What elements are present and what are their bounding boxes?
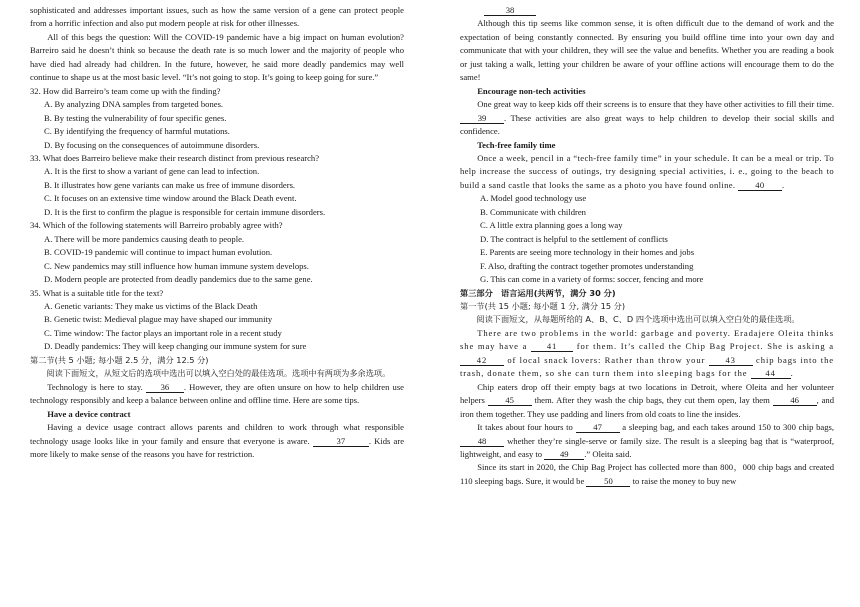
option-g: G. This can come in a variety of forms: soccer, fencing and more <box>480 274 704 285</box>
blank-43[interactable]: 43 <box>709 355 753 366</box>
blank-40[interactable]: 40 <box>738 180 782 191</box>
option-35a: A. Genetic variants: They make us victims of the Black Death <box>44 300 258 311</box>
section-2-title: 第二节(共 5 小题; 每小题 2.5 分，满分 12.5 分) <box>30 354 209 365</box>
blank-49[interactable]: 49 <box>544 449 584 460</box>
blank-38-line <box>460 4 834 17</box>
blank-41[interactable]: 41 <box>531 341 573 352</box>
subheading: Have a device contract <box>47 408 131 419</box>
passage-paragraph <box>30 421 404 461</box>
option-b: B. Communicate with children <box>480 206 586 217</box>
option-35d: D. Deadly pandemics: They will keep changing our immune system for sure <box>44 341 307 352</box>
question-34: 34. Which of the following statements will Barreiro probably agree with? <box>30 220 283 231</box>
passage-paragraph: All of this begs the question: Will the COVID-19 pandemic have a big impact on human evolution? Barreiro said he doesn’t think so because the death rate is so much lower and the majority of people who have died had already had children. In the future, however, he said more deadly pandemics may well continue to shape us at the most basic level. “It’s not going to stop. It’s going to keep going for sure.” <box>30 31 404 83</box>
passage-paragraph: Although this tip seems like common sense, it is often difficult due to the demand of work and the expectation of being constantly connected. By ensuring you build offline time into your own day and communicate that with your children, they will see the value and benefits. Whether you are reading a book or just taking a walk, letting your children be aware of your offline actions will encourage them to do the same! <box>460 18 834 83</box>
passage-paragraph <box>460 152 834 192</box>
blank-48[interactable]: 48 <box>460 436 504 447</box>
option-32c: C. By identifying the frequency of harmful mutations. <box>44 126 230 137</box>
question-35: 35. What is a suitable title for the text? <box>30 287 164 298</box>
passage-text: Technology is here to stay. <box>47 381 143 392</box>
part-3-title: 第三部分 语言运用(共两节，满分 30 分) <box>460 287 616 298</box>
option-33a: A. It is the first to show a variant of gene can lead to infection. <box>44 166 260 177</box>
passage-text: Once a week, pencil in a “tech-free family time” in your schedule. It can be a meal or trip. To help increase the success of outings, try designing special activities, i. e., going to the beach to build a sand castle that looks the same as a photo you have found online. <box>460 152 834 190</box>
blank-50[interactable]: 50 <box>586 476 630 487</box>
passage-text: for them. It’s called the Chip Bag Project. She is asking a <box>576 341 834 352</box>
passage-text: of local snack lovers: Rather than throw your <box>507 354 706 365</box>
passage-text: Since its start in 2020, the Chip Bag Project has collected more than 800，000 chip bags and created 110 sleeping bags. Sure, it would be <box>460 462 834 486</box>
option-33c: C. It focuses on an extensive time window around the Black Death event. <box>44 193 297 204</box>
section-1-instructions: 阅读下面短文，从每题所给的 A、B、C、D 四个选项中选出可以填入空白处的最佳选项。 <box>476 314 800 325</box>
option-a: A. Model good technology use <box>480 193 587 204</box>
passage-paragraph: sophisticated and addresses important issues, such as how the same version of a gene can protect people from a horrific infection and also put modern people at risk for other illnesses. <box>30 5 404 29</box>
passage-text: to raise the money to buy new <box>632 475 737 486</box>
left-column <box>30 4 404 461</box>
option-34a: A. There will be more pandemics causing death to people. <box>44 233 245 244</box>
blank-44[interactable]: 44 <box>751 368 791 379</box>
passage-text: There are two problems in the world: garbage and poverty. Eradajere Oleita thinks she may have a <box>460 327 834 352</box>
passage-text: One great way to keep kids off their screens is to ensure that they have other activities to fill their time. <box>477 99 834 110</box>
option-34d: D. Modern people are protected from deadly pandemics due to the same gene. <box>44 274 313 285</box>
passage-text: a sleeping bag, and each takes around 150 to 300 chip bags, <box>622 422 834 433</box>
option-34c: C. New pandemics may still influence how human immune system develops. <box>44 260 309 271</box>
blank-42[interactable]: 42 <box>460 355 504 366</box>
option-e: E. Parents are seeing more technology in their homes and jobs <box>480 247 695 258</box>
passage-text: whether they’re single-serve or family size. The result is a sleeping bag that is “waterproof, lightweight, and easy to <box>460 435 834 459</box>
passage-paragraph <box>460 381 834 421</box>
passage-text: Chip eaters drop off their empty bags at two locations in Detroit, where Oleita and her volunteer helpers <box>460 381 834 406</box>
passage-text: It takes about four hours to <box>477 422 573 433</box>
passage-text: . <box>781 179 785 190</box>
option-34b: B. COVID-19 pandemic will continue to impact human evolution. <box>44 247 273 258</box>
passage-paragraph <box>30 381 404 408</box>
blank-39[interactable]: 39 <box>460 113 504 124</box>
blank-36[interactable]: 36 <box>146 382 184 393</box>
section-2-instructions: 阅读下面短文，从短文后的选项中选出可以填入空白处的最佳选项。选项中有两项为多余选项。 <box>46 368 391 379</box>
passage-paragraph <box>460 98 834 138</box>
section-1-title: 第一节(共 15 小题; 每小题 1 分, 满分 15 分) <box>460 300 626 311</box>
subheading: Encourage non-tech activities <box>477 85 586 96</box>
passage-text: Having a device usage contract allows parents and children to work through what responsible technology usage looks like in your family and ensure that everyone is aware. <box>30 422 404 446</box>
option-32a: A. By analyzing DNA samples from targeted bones. <box>44 99 224 110</box>
passage-text: . These activities are also great ways to help children to develop their social skills and confidence. <box>460 112 834 137</box>
question-32: 32. How did Barreiro’s team come up with the finding? <box>30 85 221 96</box>
blank-46[interactable]: 46 <box>773 395 817 406</box>
option-32b: B. By testing the vulnerability of four specific genes. <box>44 112 227 123</box>
passage-text: them. After they wash the chip bags, they cut them open, lay them <box>534 395 770 406</box>
passage-paragraph <box>460 327 834 381</box>
passage-text: . <box>790 368 794 379</box>
option-35b: B. Genetic twist: Medieval plague may have shaped our immunity <box>44 314 273 325</box>
passage-text: .” Oleita said. <box>584 448 632 459</box>
passage-text: . However, they are often unsure on how to help children use technology responsibly and keep a balance between online and offline time. Here are some tips. <box>30 381 404 406</box>
question-33: 33. What does Barreiro believe make their research distinct from previous research? <box>30 152 320 163</box>
passage-text: chip bags into the trash, donate them, so she can turn them into sleeping bags for the <box>460 354 835 379</box>
option-33b: B. It illustrates how gene variants can make us free of immune disorders. <box>44 179 296 190</box>
blank-37[interactable]: 37 <box>313 436 369 447</box>
option-33d: D. It is the first to confirm the plague is responsible for certain immune disorders. <box>44 206 326 217</box>
passage-paragraph <box>460 461 834 488</box>
option-f: F. Also, drafting the contract together promotes understanding <box>480 260 694 271</box>
passage-paragraph <box>460 421 834 461</box>
option-c: C. A little extra planning goes a long way <box>480 220 623 231</box>
right-column <box>460 4 834 488</box>
option-d: D. The contract is helpful to the settlement of conflicts <box>480 233 668 244</box>
blank-47[interactable]: 47 <box>576 422 620 433</box>
option-35c: C. Time window: The factor plays an important role in a recent study <box>44 327 282 338</box>
passage-text: , and iron them together. They use padding and liners from old coats to line the insides. <box>460 395 834 419</box>
blank-45[interactable]: 45 <box>488 395 532 406</box>
option-32d: D. By focusing on the consequences of autoimmune disorders. <box>44 139 260 150</box>
blank-38[interactable]: 38 <box>484 5 536 16</box>
passage-text: . Kids are more likely to make sense of the reasons you have for restriction. <box>30 435 405 459</box>
subheading: Tech-free family time <box>477 139 556 150</box>
